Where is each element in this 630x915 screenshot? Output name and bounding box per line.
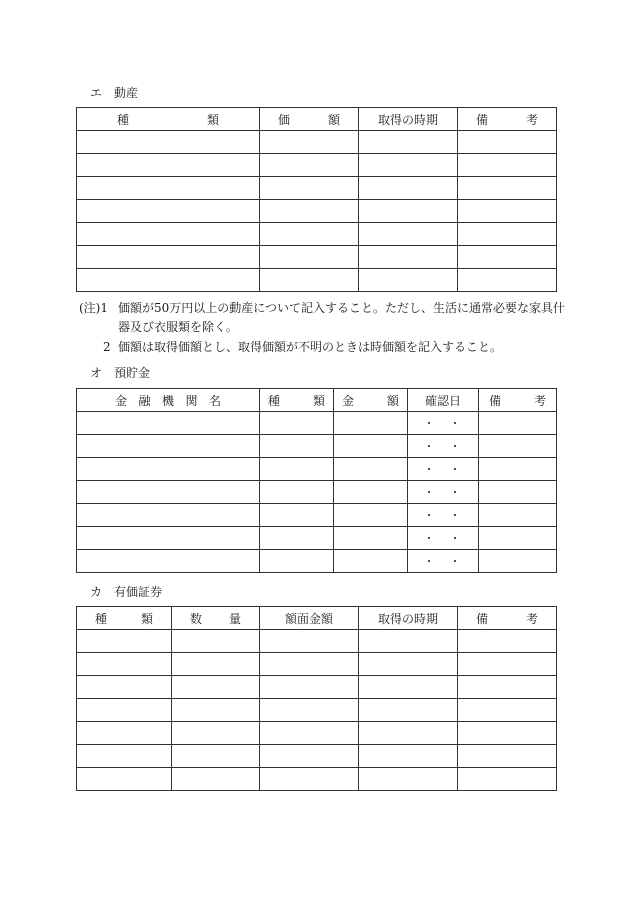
section-o-heading: オ 預貯金 xyxy=(90,366,151,380)
table-row xyxy=(77,550,557,573)
table-cell[interactable] xyxy=(359,630,458,653)
table-cell[interactable] xyxy=(77,653,172,676)
header-face-value: 額面金額 xyxy=(260,607,359,630)
table-cell[interactable] xyxy=(77,699,172,722)
table-row xyxy=(77,722,557,745)
table-cell[interactable] xyxy=(172,768,260,791)
table-cell[interactable] xyxy=(359,745,458,768)
table-cell[interactable] xyxy=(260,458,334,481)
table-row xyxy=(77,412,557,435)
table-cell[interactable] xyxy=(260,768,359,791)
table-cell[interactable] xyxy=(77,504,260,527)
date-cell[interactable]: ・ ・ xyxy=(408,435,479,458)
table-cell[interactable] xyxy=(260,481,334,504)
note-1-line-2: 器及び衣服類を除く。 xyxy=(118,320,238,334)
table-cell[interactable] xyxy=(458,131,557,154)
table-cell[interactable] xyxy=(260,676,359,699)
header-amount: 金 額 xyxy=(334,389,408,412)
movable-property-table xyxy=(76,107,557,292)
date-cell[interactable]: ・ ・ xyxy=(408,412,479,435)
table-cell[interactable] xyxy=(479,435,557,458)
table-cell[interactable] xyxy=(359,722,458,745)
table-cell[interactable] xyxy=(77,269,260,292)
table-row xyxy=(77,630,557,653)
table-cell[interactable] xyxy=(458,177,557,200)
table-row xyxy=(77,177,557,200)
table-cell[interactable] xyxy=(77,676,172,699)
table-cell[interactable] xyxy=(359,223,458,246)
table-cell[interactable] xyxy=(77,223,260,246)
table-cell[interactable] xyxy=(359,676,458,699)
securities-table xyxy=(76,606,557,791)
table-cell[interactable] xyxy=(458,154,557,177)
table-cell[interactable] xyxy=(458,223,557,246)
header-institution: 金 融 機 関 名 xyxy=(77,389,260,412)
table-cell[interactable] xyxy=(458,722,557,745)
table-cell[interactable] xyxy=(172,630,260,653)
table-cell[interactable] xyxy=(479,458,557,481)
table-row xyxy=(77,768,557,791)
date-cell[interactable]: ・ ・ xyxy=(408,550,479,573)
header-remarks: 備 考 xyxy=(458,108,557,131)
table-cell[interactable] xyxy=(77,412,260,435)
table-cell[interactable] xyxy=(458,745,557,768)
table-row xyxy=(77,653,557,676)
table-cell[interactable] xyxy=(359,131,458,154)
table-row xyxy=(77,154,557,177)
table-row xyxy=(77,435,557,458)
table-cell[interactable] xyxy=(77,131,260,154)
table-cell[interactable] xyxy=(172,745,260,768)
date-cell[interactable]: ・ ・ xyxy=(408,458,479,481)
table-cell[interactable] xyxy=(260,630,359,653)
header-deposit-type: 種 類 xyxy=(260,389,334,412)
table-cell[interactable] xyxy=(479,481,557,504)
header-remarks: 備 考 xyxy=(479,389,557,412)
table-cell[interactable] xyxy=(77,768,172,791)
table-row xyxy=(77,131,557,154)
table-cell[interactable] xyxy=(260,412,334,435)
table-cell[interactable] xyxy=(172,676,260,699)
table-cell[interactable] xyxy=(334,435,408,458)
table-cell[interactable] xyxy=(260,435,334,458)
table-cell[interactable] xyxy=(77,722,172,745)
table-cell[interactable] xyxy=(260,550,334,573)
header-acquired: 取得の時期 xyxy=(359,607,458,630)
table-row xyxy=(77,269,557,292)
table-cell[interactable] xyxy=(77,745,172,768)
table-cell[interactable] xyxy=(458,768,557,791)
table-row xyxy=(77,745,557,768)
table-cell[interactable] xyxy=(458,246,557,269)
table-row xyxy=(77,504,557,527)
header-value: 価 額 xyxy=(260,108,359,131)
table-cell[interactable] xyxy=(334,458,408,481)
table-cell[interactable] xyxy=(77,527,260,550)
table-row xyxy=(77,246,557,269)
header-confirm-date: 確認日 xyxy=(408,389,479,412)
table-cell[interactable] xyxy=(260,527,334,550)
table-cell[interactable] xyxy=(260,699,359,722)
section-e-heading: エ 動産 xyxy=(90,86,139,100)
table-row xyxy=(77,481,557,504)
table-cell[interactable] xyxy=(359,177,458,200)
table-cell[interactable] xyxy=(260,154,359,177)
table-row xyxy=(77,458,557,481)
table-row xyxy=(77,699,557,722)
note-1-line-1: 価額が50万円以上の動産について記入すること。ただし、生活に通常必要な家具什 xyxy=(118,301,566,315)
table-cell[interactable] xyxy=(77,458,260,481)
table-cell[interactable] xyxy=(77,246,260,269)
table-cell[interactable] xyxy=(359,154,458,177)
table-cell[interactable] xyxy=(359,200,458,223)
table-cell[interactable] xyxy=(77,550,260,573)
table-cell[interactable] xyxy=(479,412,557,435)
table-cell[interactable] xyxy=(479,504,557,527)
table-cell[interactable] xyxy=(260,131,359,154)
date-cell[interactable]: ・ ・ xyxy=(408,527,479,550)
table-cell[interactable] xyxy=(334,504,408,527)
table-cell[interactable] xyxy=(77,630,172,653)
header-type: 種 類 xyxy=(77,607,172,630)
table-row xyxy=(77,223,557,246)
table-cell[interactable] xyxy=(260,177,359,200)
table-cell[interactable] xyxy=(458,676,557,699)
note-2-text: 価額は取得価額とし、取得価額が不明のときは時価額を記入すること。 xyxy=(118,340,503,354)
header-type: 種 類 xyxy=(77,108,260,131)
table-cell[interactable] xyxy=(77,154,260,177)
table-cell[interactable] xyxy=(458,200,557,223)
table-cell[interactable] xyxy=(172,653,260,676)
table-cell[interactable] xyxy=(260,223,359,246)
table-cell[interactable] xyxy=(172,722,260,745)
table-cell[interactable] xyxy=(77,435,260,458)
table-row xyxy=(77,676,557,699)
date-cell[interactable]: ・ ・ xyxy=(408,504,479,527)
section-ka-heading: カ 有価証券 xyxy=(90,585,163,599)
table-cell[interactable] xyxy=(359,246,458,269)
table-cell[interactable] xyxy=(359,699,458,722)
note-2-label: 2 xyxy=(103,340,111,354)
header-remarks: 備 考 xyxy=(458,607,557,630)
table-cell[interactable] xyxy=(458,699,557,722)
table-cell[interactable] xyxy=(77,481,260,504)
table-cell[interactable] xyxy=(260,246,359,269)
header-quantity: 数 量 xyxy=(172,607,260,630)
table-cell[interactable] xyxy=(458,269,557,292)
table-cell[interactable] xyxy=(260,745,359,768)
table-cell[interactable] xyxy=(260,200,359,223)
table-cell[interactable] xyxy=(479,550,557,573)
table-cell[interactable] xyxy=(359,269,458,292)
table-row xyxy=(77,527,557,550)
header-acquired: 取得の時期 xyxy=(359,108,458,131)
table-row xyxy=(77,200,557,223)
table-cell[interactable] xyxy=(479,527,557,550)
table-cell[interactable] xyxy=(260,653,359,676)
note-1-label: (注)1 xyxy=(79,301,108,315)
date-cell[interactable]: ・ ・ xyxy=(408,481,479,504)
table-cell[interactable] xyxy=(334,481,408,504)
table-cell[interactable] xyxy=(334,550,408,573)
table-cell[interactable] xyxy=(458,630,557,653)
table-cell[interactable] xyxy=(260,722,359,745)
table-cell[interactable] xyxy=(77,200,260,223)
table-cell[interactable] xyxy=(260,504,334,527)
table-cell[interactable] xyxy=(359,653,458,676)
table-cell[interactable] xyxy=(260,269,359,292)
table-cell[interactable] xyxy=(359,768,458,791)
table-cell[interactable] xyxy=(334,527,408,550)
table-cell[interactable] xyxy=(458,653,557,676)
deposits-table xyxy=(76,388,557,573)
table-cell[interactable] xyxy=(77,177,260,200)
table-cell[interactable] xyxy=(172,699,260,722)
table-cell[interactable] xyxy=(334,412,408,435)
